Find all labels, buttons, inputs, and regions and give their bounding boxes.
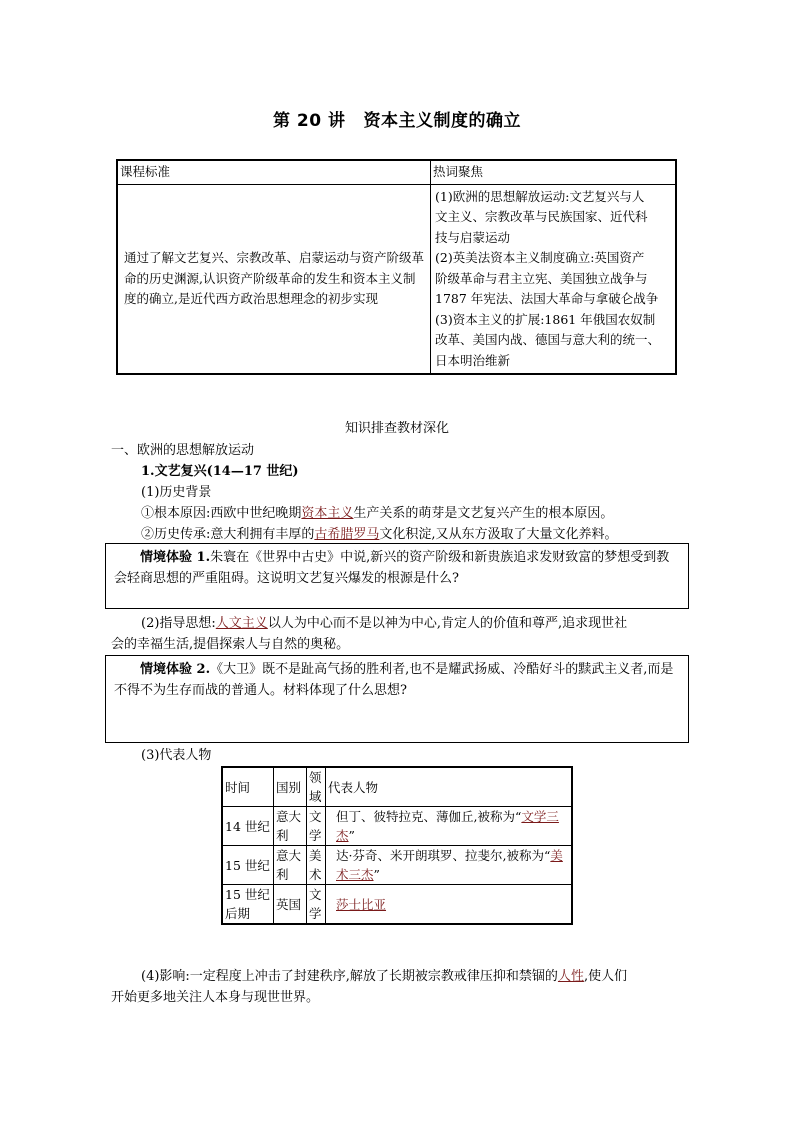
table-row bbox=[222, 807, 572, 846]
table-row bbox=[222, 846, 572, 885]
standards-body-row bbox=[117, 184, 676, 374]
guiding-line: (2)指导思想:人文主义以人为中心而不是以神为中心,肯定人的价值和尊严,追求现世社 bbox=[141, 616, 628, 631]
cell-time: 15 世纪后期 bbox=[222, 885, 274, 925]
impact-line: (4)影响:一定程度上冲击了封建秩序,解放了长期被宗教戒律压抑和禁锢的人性,使人们 bbox=[141, 969, 628, 984]
cell-country: 意大利 bbox=[274, 846, 307, 885]
figures-heading: (3)代表人物 bbox=[141, 748, 212, 763]
figures-header-row bbox=[222, 767, 572, 807]
cell-country: 意大利 bbox=[274, 807, 307, 846]
cell-country: 英国 bbox=[274, 885, 307, 925]
table-row bbox=[222, 885, 572, 925]
heritage-line: ②历史传承:意大利拥有丰厚的古希腊罗马文化积淀,又从东方汲取了大量文化养料。 bbox=[141, 527, 618, 542]
part-heading: 一、欧洲的思想解放运动 bbox=[111, 443, 255, 458]
hotword-line: (1)欧洲的思想解放运动:文艺复兴与人 bbox=[435, 188, 645, 204]
root-cause-line: ①根本原因:西欧中世纪晚期资本主义生产关系的萌芽是文艺复兴产生的根本原因。 bbox=[141, 506, 614, 521]
experience-label: 情境体验 2. bbox=[140, 662, 211, 677]
lesson-title: 资本主义制度的确立 bbox=[363, 111, 521, 131]
cell-people: 莎士比亚 bbox=[326, 885, 573, 925]
keyword-humanism: 人文主义 bbox=[215, 616, 268, 631]
header-standard: 课程标准 bbox=[117, 160, 431, 184]
figures-table bbox=[221, 766, 573, 925]
page-title bbox=[0, 106, 794, 131]
hotword-line: 技与启蒙运动 bbox=[435, 229, 511, 245]
hotword-line: (3)资本主义的扩展:1861 年俄国农奴制 bbox=[435, 311, 656, 327]
hotword-line: 日本明治维新 bbox=[435, 352, 511, 368]
keyword-humanity: 人性 bbox=[557, 969, 584, 984]
col-header: 代表人物 bbox=[326, 767, 573, 807]
keyword-greek-roman: 古希腊罗马 bbox=[314, 527, 380, 542]
cell-time: 15 世纪 bbox=[222, 846, 274, 885]
hotword-line: 改革、美国内战、德国与意大利的统一、 bbox=[435, 332, 661, 347]
hotword-line: 1787 年宪法、法国大革命与拿破仑战争 bbox=[435, 291, 659, 306]
hotword-line: (2)英美法资本主义制度确立:英国资产 bbox=[435, 250, 645, 265]
experience-label: 情境体验 1. bbox=[140, 550, 211, 565]
cell-time: 14 世纪 bbox=[222, 807, 274, 846]
hotword-line: 文主义、宗教改革与民族国家、近代科 bbox=[435, 209, 648, 224]
cell-people: 但丁、彼特拉克、薄伽丘,被称为“文学三杰” bbox=[326, 807, 573, 846]
cell-field: 文学 bbox=[307, 885, 326, 925]
section-title: 知识排查教材深化 bbox=[344, 421, 449, 436]
cell-people: 达·芬奇、米开朗琪罗、拉斐尔,被称为“美术三杰” bbox=[326, 846, 573, 885]
hotwords-cell bbox=[431, 184, 677, 374]
experience-box-1 bbox=[105, 543, 689, 609]
experience-box-2 bbox=[105, 655, 689, 743]
standards-header-row bbox=[117, 160, 676, 184]
hotword-line: 阶级革命与君主立宪、美国独立战争与 bbox=[435, 270, 648, 286]
cell-field: 文学 bbox=[307, 807, 326, 846]
col-header: 国别 bbox=[274, 767, 307, 807]
impact-line-2: 开始更多地关注人本身与现世世界。 bbox=[111, 990, 320, 1005]
col-header: 领域 bbox=[307, 767, 326, 807]
lesson-number: 第 20 讲 bbox=[273, 111, 346, 131]
guiding-line-2: 会的幸福生活,提倡探索人与自然的奥秘。 bbox=[111, 637, 350, 652]
header-hotwords: 热词聚焦 bbox=[431, 160, 677, 184]
keyword-capitalism: 资本主义 bbox=[301, 506, 354, 521]
col-header: 时间 bbox=[222, 767, 274, 807]
standards-table bbox=[116, 159, 677, 375]
sub-heading: 1.文艺复兴(14—17 世纪) bbox=[141, 464, 299, 479]
experience-text: 《大卫》既不是趾高气扬的胜利者,也不是耀武扬威、冷酷好斗的黩武主义者,而是不得不为生存而战的普通人。材料体现了什么思想? bbox=[114, 662, 674, 698]
experience-text: 朱寰在《世界中古史》中说,新兴的资产阶级和新贵族追求发财致富的梦想受到教会轻商思想的严重阻碍。这说明文艺复兴爆发的根源是什么? bbox=[114, 550, 670, 586]
cell-field: 美术 bbox=[307, 846, 326, 885]
background-heading: (1)历史背景 bbox=[141, 485, 212, 500]
standard-text: 通过了解文艺复兴、宗教改革、启蒙运动与资产阶级革命的历史渊源,认识资产阶级革命的发生和资本主义制度的确立,是近代西方政治思想理念的初步实现 bbox=[117, 184, 431, 374]
